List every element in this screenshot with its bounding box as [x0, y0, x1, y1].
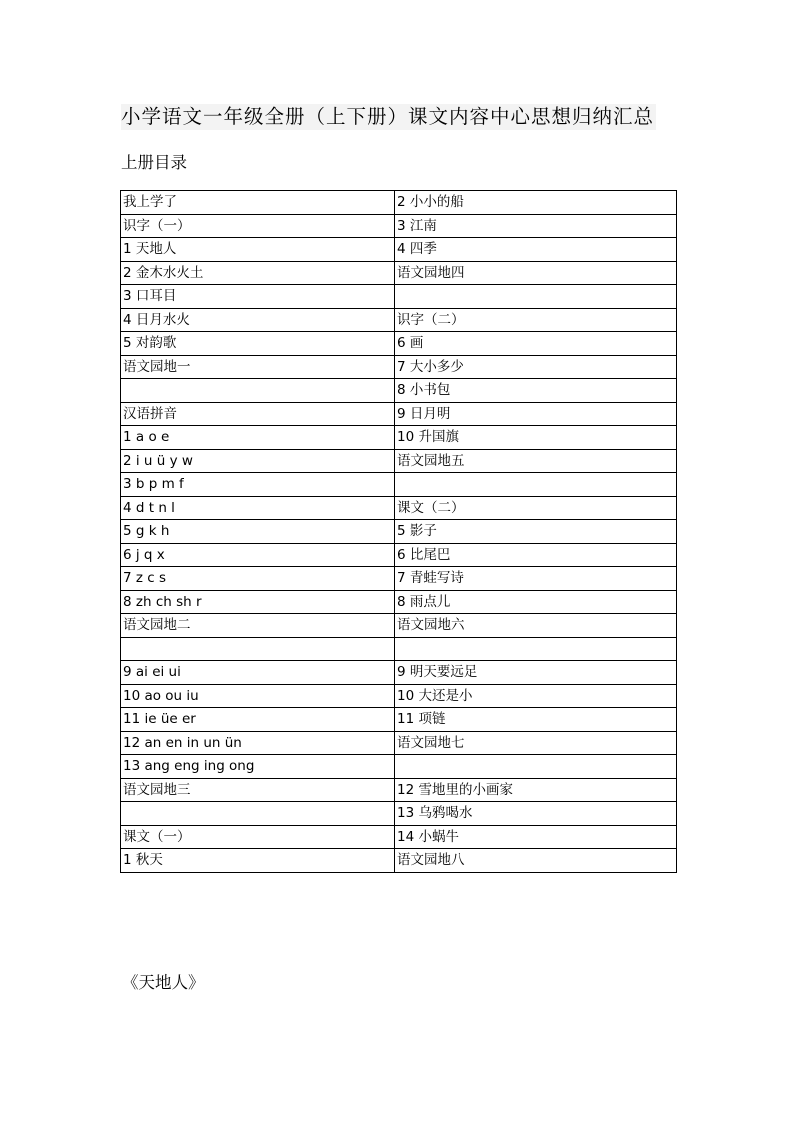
table-of-contents	[120, 190, 677, 873]
section-heading: 上册目录	[121, 153, 187, 172]
table-row	[121, 473, 677, 497]
toc-cell-left: 我上学了	[121, 191, 395, 215]
toc-cell-right: 12 雪地里的小画家	[395, 778, 677, 802]
toc-cell-right: 7 青蛙写诗	[395, 567, 677, 591]
toc-cell-left: 8 zh ch sh r	[121, 590, 395, 614]
toc-cell-right: 课文（二）	[395, 496, 677, 520]
toc-cell-left: 4 日月水火	[121, 308, 395, 332]
table-row	[121, 520, 677, 544]
toc-cell-left: 课文（一）	[121, 825, 395, 849]
table-row	[121, 849, 677, 873]
toc-cell-right: 语文园地八	[395, 849, 677, 873]
toc-cell-left: 9 ai ei ui	[121, 661, 395, 685]
toc-cell-left: 5 对韵歌	[121, 332, 395, 356]
page-title: 小学语文一年级全册（上下册）课文内容中心思想归纳汇总	[121, 105, 655, 128]
table-row	[121, 496, 677, 520]
table-row	[121, 261, 677, 285]
table-row	[121, 614, 677, 638]
table-row	[121, 778, 677, 802]
toc-cell-right: 语文园地七	[395, 731, 677, 755]
table-row	[121, 590, 677, 614]
table-row	[121, 238, 677, 262]
toc-cell-right: 8 雨点儿	[395, 590, 677, 614]
toc-cell-left	[121, 379, 395, 403]
toc-cell-right	[395, 755, 677, 779]
table-row	[121, 755, 677, 779]
table-row	[121, 661, 677, 685]
lesson-heading: 《天地人》	[122, 973, 205, 992]
toc-cell-right: 9 日月明	[395, 402, 677, 426]
toc-cell-left: 7 z c s	[121, 567, 395, 591]
table-row	[121, 332, 677, 356]
table-row	[121, 449, 677, 473]
toc-cell-right	[395, 473, 677, 497]
toc-cell-left: 10 ao ou iu	[121, 684, 395, 708]
toc-cell-right: 识字（二）	[395, 308, 677, 332]
toc-cell-left: 3 b p m f	[121, 473, 395, 497]
toc-cell-right: 语文园地五	[395, 449, 677, 473]
table-row	[121, 567, 677, 591]
toc-cell-right: 语文园地四	[395, 261, 677, 285]
toc-cell-left: 6 j q x	[121, 543, 395, 567]
table-row	[121, 543, 677, 567]
toc-cell-left: 5 g k h	[121, 520, 395, 544]
toc-cell-right: 11 项链	[395, 708, 677, 732]
toc-cell-left: 4 d t n l	[121, 496, 395, 520]
toc-body	[121, 191, 677, 873]
toc-cell-right	[395, 285, 677, 309]
toc-cell-right: 8 小书包	[395, 379, 677, 403]
table-row	[121, 825, 677, 849]
toc-cell-left	[121, 637, 395, 661]
toc-cell-right: 14 小蜗牛	[395, 825, 677, 849]
toc-cell-right: 9 明天要远足	[395, 661, 677, 685]
toc-cell-left: 语文园地一	[121, 355, 395, 379]
toc-cell-left: 11 ie üe er	[121, 708, 395, 732]
table-row	[121, 355, 677, 379]
table-row	[121, 379, 677, 403]
toc-cell-right: 7 大小多少	[395, 355, 677, 379]
toc-cell-left: 汉语拼音	[121, 402, 395, 426]
toc-cell-right: 6 比尾巴	[395, 543, 677, 567]
table-row	[121, 802, 677, 826]
toc-cell-left	[121, 802, 395, 826]
table-row	[121, 191, 677, 215]
table-row	[121, 308, 677, 332]
table-row	[121, 214, 677, 238]
table-row	[121, 731, 677, 755]
toc-cell-right: 5 影子	[395, 520, 677, 544]
table-row	[121, 285, 677, 309]
toc-cell-left: 语文园地二	[121, 614, 395, 638]
toc-cell-left: 语文园地三	[121, 778, 395, 802]
toc-cell-right: 2 小小的船	[395, 191, 677, 215]
toc-cell-left: 1 a o e	[121, 426, 395, 450]
toc-cell-right	[395, 637, 677, 661]
table-row	[121, 402, 677, 426]
toc-cell-left: 13 ang eng ing ong	[121, 755, 395, 779]
toc-cell-left: 1 秋天	[121, 849, 395, 873]
table-row	[121, 637, 677, 661]
table-row	[121, 426, 677, 450]
toc-cell-left: 3 口耳目	[121, 285, 395, 309]
toc-cell-right: 10 大还是小	[395, 684, 677, 708]
toc-cell-right: 4 四季	[395, 238, 677, 262]
toc-cell-right: 10 升国旗	[395, 426, 677, 450]
toc-cell-left: 1 天地人	[121, 238, 395, 262]
toc-cell-right: 语文园地六	[395, 614, 677, 638]
toc-cell-left: 2 金木水火土	[121, 261, 395, 285]
toc-cell-right: 13 乌鸦喝水	[395, 802, 677, 826]
table-row	[121, 708, 677, 732]
toc-cell-left: 识字（一）	[121, 214, 395, 238]
toc-cell-left: 12 an en in un ün	[121, 731, 395, 755]
toc-cell-right: 6 画	[395, 332, 677, 356]
toc-cell-left: 2 i u ü y w	[121, 449, 395, 473]
toc-cell-right: 3 江南	[395, 214, 677, 238]
table-row	[121, 684, 677, 708]
